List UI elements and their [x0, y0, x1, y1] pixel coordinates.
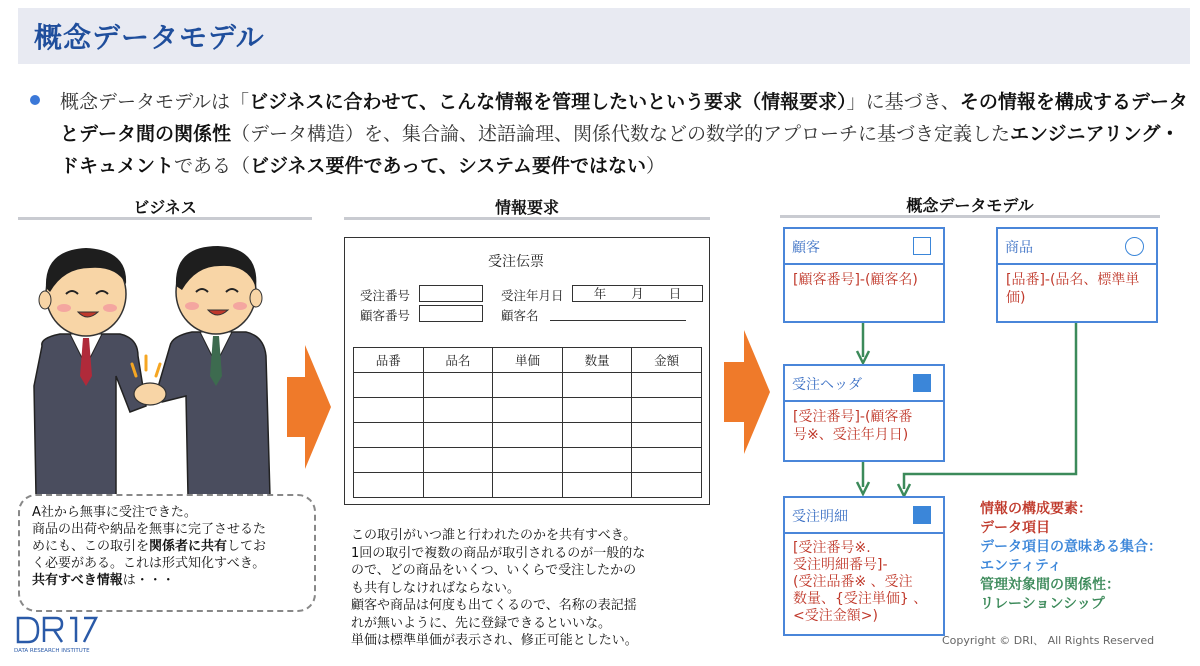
entity-product: [996, 227, 1158, 323]
entity-header: [998, 229, 1156, 265]
legend-line: 情報の構成要素：: [980, 501, 1092, 517]
legend-line: 管理対象間の関係性：: [980, 577, 1120, 593]
copyright: Copyright © DRI、 All Rights Reserved: [942, 634, 1155, 647]
square-filled-icon: [913, 506, 931, 524]
col-header: 数量: [562, 348, 632, 373]
section-title-info-req: 情報要求: [494, 198, 559, 217]
table-header-row: [354, 348, 702, 373]
cust-name-underline: [550, 320, 686, 321]
section-rule: [780, 215, 1160, 218]
cust-name-label: 顧客名: [501, 308, 539, 323]
entity-header: [785, 366, 943, 402]
table-row: [354, 473, 702, 498]
entity-attributes: [受注番号]-(顧客番 号※、受注年月日): [793, 409, 913, 443]
col-header: 品名: [423, 348, 493, 373]
legend-line: データ項目: [980, 520, 1050, 536]
info-requirement-notes: [351, 527, 711, 650]
note-line: も共有しなければならない。: [351, 580, 521, 596]
note-line: 1回の取引で複数の商品が取引されるのが一般的な: [351, 545, 646, 561]
bullet-dot: [30, 95, 40, 105]
page-title: 概念データモデル: [34, 21, 265, 54]
col-header: 単価: [493, 348, 563, 373]
legend-line: データ項目の意味ある集合：: [980, 539, 1162, 555]
entity-name: 受注明細: [792, 509, 848, 525]
note-line: れが無いように、先に登録できるといいな。: [351, 615, 612, 631]
entity-attributes: [顧客番号]-(顧客名): [793, 272, 918, 288]
section-title-business: ビジネス: [133, 198, 197, 217]
entity-name: 商品: [1005, 240, 1033, 256]
entity-header: [785, 229, 943, 265]
cust-no-label: 顧客番号: [360, 308, 411, 323]
note-line: この取引がいつ誰と行われたのかを共有すべき。: [351, 528, 637, 543]
entity-header: [785, 498, 943, 534]
table-row: [354, 423, 702, 448]
order-date-label: 受注年月日: [501, 288, 564, 303]
note-line: ので、どの商品をいくつ、いくらで受注したかの: [351, 563, 637, 578]
note-line: 単価は標準単価が表示され、修正可能としたい。: [351, 633, 638, 648]
logo-text: DATA RESEARCH INSTITUTE: [14, 648, 90, 654]
bubble-line: A社から無事に受注できた。: [32, 505, 197, 520]
section-rule: [18, 217, 312, 220]
order-items-table: [353, 347, 702, 498]
bubble-line: く必要がある。これは形式知化すべき。: [32, 556, 266, 571]
table-row: [354, 448, 702, 473]
legend-line: リレーションシップ: [980, 596, 1105, 612]
table-row: [354, 373, 702, 398]
note-line: 顧客や商品は何度も出てくるので、名称の表記揺: [351, 598, 637, 613]
circle-outline-icon: [1125, 237, 1144, 256]
flow-arrow-2: [724, 330, 770, 454]
dri-logo: [14, 614, 104, 654]
entity-attributes: [品番]-(品名、標準単 価): [1006, 272, 1140, 306]
order-no-label: 受注番号: [360, 288, 411, 303]
section-rule: [344, 217, 710, 220]
table-row: [354, 398, 702, 423]
flow-arrow-1: [287, 345, 331, 469]
intro-paragraph: 概念データモデルは「ビジネスに合わせて、こんな情報を管理したいという要求（情報要求）」に基づき、その情報を構成するデータとデータ間の関係性（データ構造）を、集合論、述語論理、関係代数などの数学的アプローチに基づき定義したエンジニアリング・ドキュメントである（ビジネス要件であって、システム要件ではない）: [60, 91, 1188, 177]
square-filled-icon: [913, 374, 931, 392]
entity-order-detail: [783, 496, 945, 636]
order-no-field: [419, 285, 483, 302]
business-speech-bubble: [18, 494, 316, 612]
order-date-field: 年 月 日: [572, 285, 703, 302]
bubble-line: 共有すべき情報は・・・: [32, 573, 175, 588]
entity-attributes: [受注番号※. 受注明細番号]- (受注品番※ 、受注 数量、{受注単価} 、 <受注金額>): [793, 540, 928, 624]
section-title-cdm: 概念データモデル: [906, 196, 1034, 215]
square-outline-icon: [913, 237, 931, 255]
col-header: 金額: [632, 348, 702, 373]
legend: [980, 500, 1162, 614]
entity-order-header: [783, 364, 945, 462]
entity-name: 受注ヘッダ: [792, 377, 862, 393]
form-title: 受注伝票: [488, 254, 544, 270]
cust-no-field: [419, 305, 483, 322]
legend-line: エンティティ: [980, 558, 1062, 574]
bubble-line: めにも、この取引を関係者に共有してお: [32, 539, 267, 554]
entity-customer: [783, 227, 945, 323]
entity-name: 顧客: [792, 240, 820, 256]
col-header: 品番: [354, 348, 424, 373]
handshake-illustration: [20, 226, 280, 496]
bubble-line: 商品の出荷や納品を無事に完了させるた: [32, 522, 267, 537]
